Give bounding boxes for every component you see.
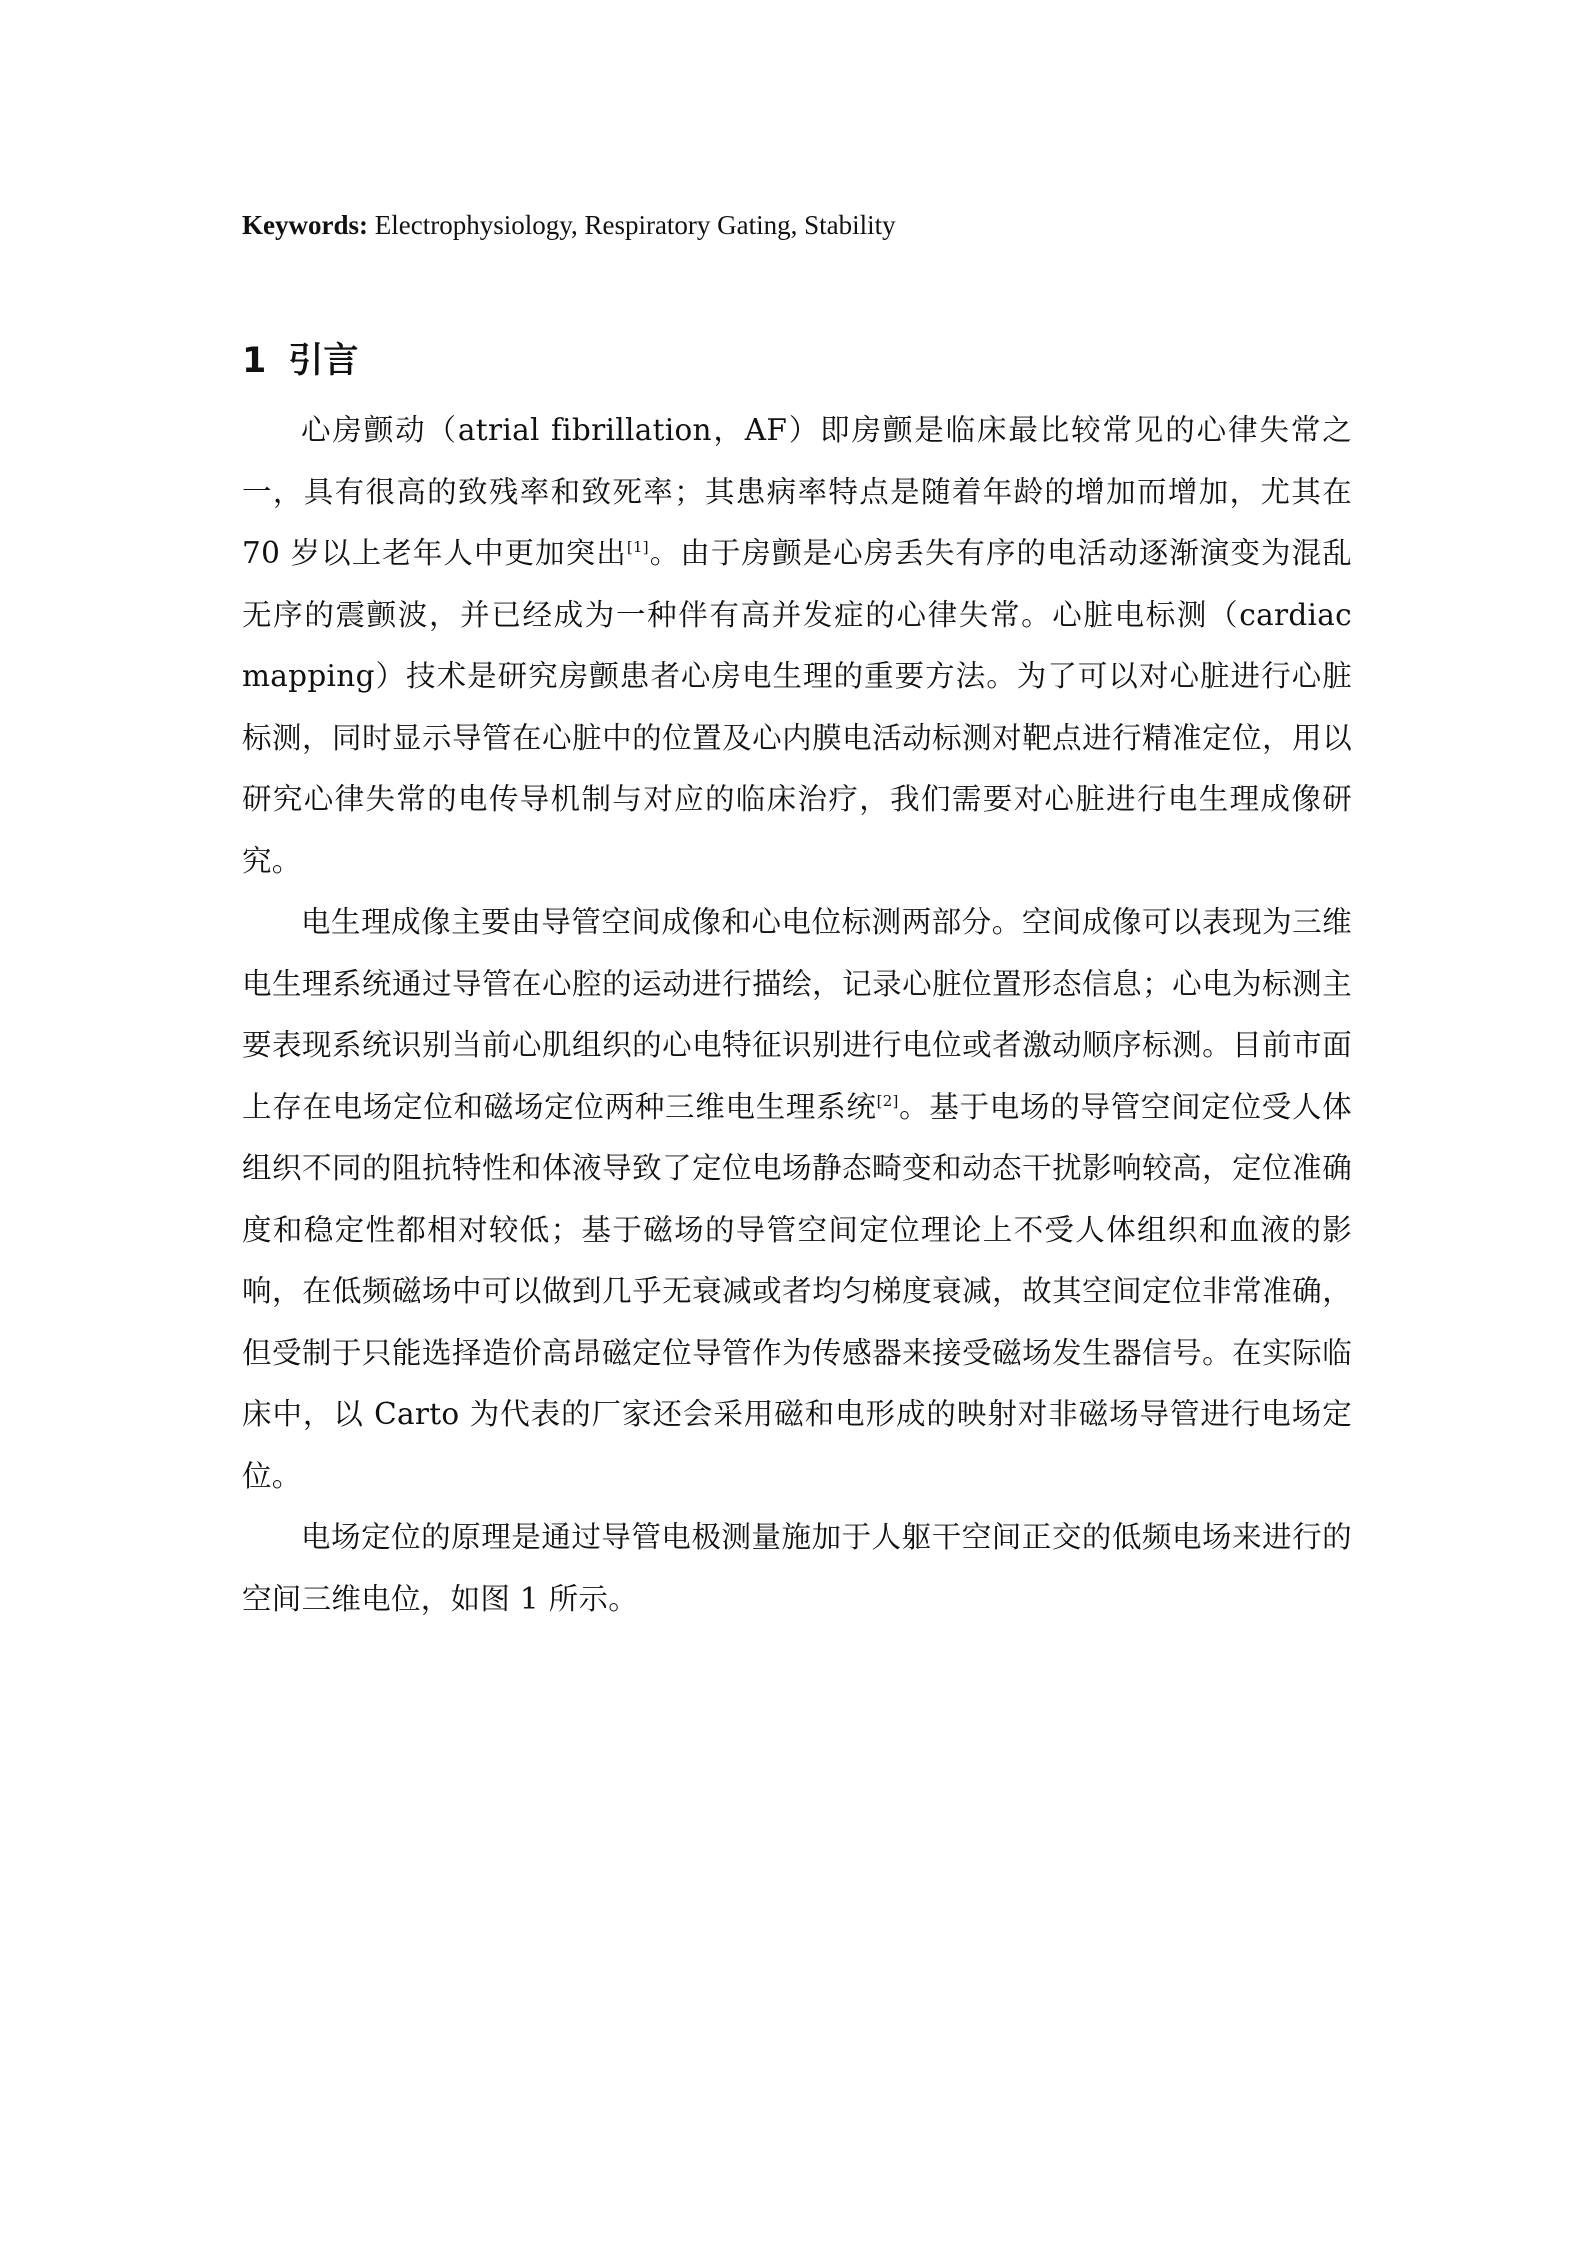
citation[interactable]: [1] [626,538,649,557]
keywords-line [242,208,1352,242]
paragraph-text: 电场定位的原理是通过导管电极测量施加于人躯干空间正交的低频电场来进行的空间三维电位，如图 1 所示。 [242,1520,1352,1616]
citation[interactable]: [2] [876,1091,899,1110]
section-number: 1 [242,341,267,381]
section-heading [242,336,358,386]
keywords-label: Keywords: [242,210,368,240]
paragraph [242,400,1352,892]
paragraph [242,1507,1352,1630]
paragraph-text: 心房颤动（atrial fibrillation，AF）即房颤是临床最比较常见的心律失常之一，具有很高的致残率和致死率；其患病率特点是随着年龄的增加而增加，尤其在 70 岁以上老年人中更加突出 [242,413,1352,570]
paragraph [242,892,1352,1507]
keywords-value: Electrophysiology, Respiratory Gating, Stability [367,210,896,240]
paragraph-text: 。基于电场的导管空间定位受人体组织不同的阻抗特性和体液导致了定位电场静态畸变和动态干扰影响较高，定位准确度和稳定性都相对较低；基于磁场的导管空间定位理论上不受人体组织和血液的影响，在低频磁场中可以做到几乎无衰减或者均匀梯度衰减，故其空间定位非常准确，但受制于只能选择造价高昂磁定位导管作为传感器来接受磁场发生器信号。在实际临床中，以 Carto 为代表的厂家还会采用磁和电形成的映射对非磁场导管进行电场定位。 [242,1089,1352,1493]
section-title: 引言 [288,341,359,381]
paragraph-text: 电生理成像主要由导管空间成像和心电位标测两部分。空间成像可以表现为三维电生理系统通过导管在心腔的运动进行描绘，记录心脏位置形态信息；心电为标测主要表现系统识别当前心肌组织的心电特征识别进行电位或者激动顺序标测。目前市面上存在电场定位和磁场定位两种三维电生理系统 [242,905,1352,1124]
body-text [242,400,1352,1630]
paragraph-text: 。由于房颤是心房丢失有序的电活动逐渐演变为混乱无序的震颤波，并已经成为一种伴有高并发症的心律失常。心脏电标测（cardiac mapping）技术是研究房颤患者心房电生理的重要方法。为了可以对心脏进行心脏标测，同时显示导管在心脏中的位置及心内膜电活动标测对靶点进行精准定位，用以研究心律失常的电传导机制与对应的临床治疗，我们需要对心脏进行电生理成像研究。 [242,536,1352,878]
